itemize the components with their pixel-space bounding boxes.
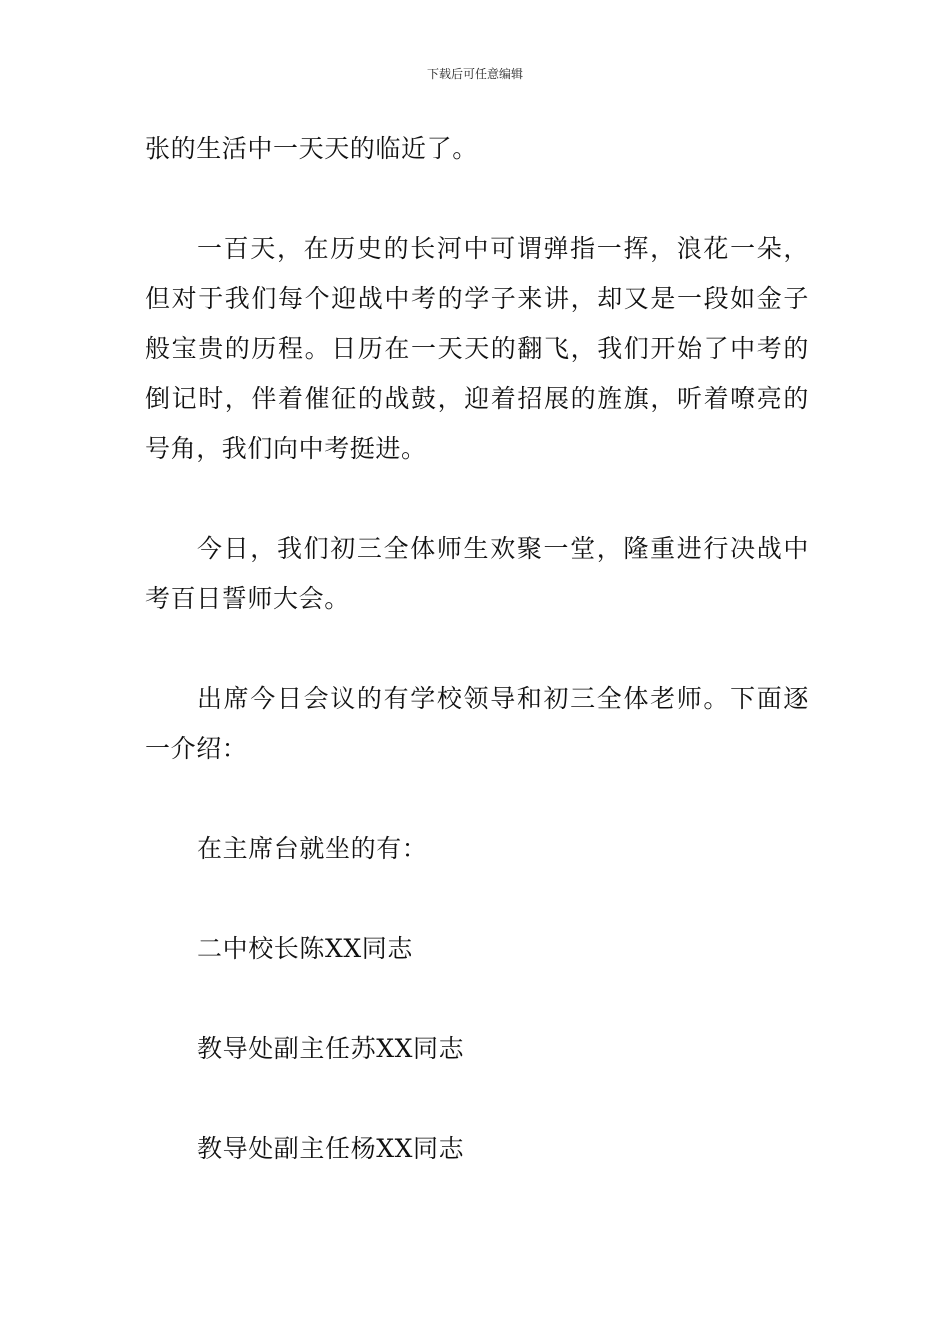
page-header-watermark: 下载后可任意编辑 [426, 67, 523, 81]
paragraph-podium: 在主席台就坐的有： [197, 834, 428, 863]
paragraph-hundred-days: 一百天，在历史的长河中可谓弹指一挥，浪花一朵，但对于我们每个迎战中考的学子来讲，却又是一段如金子般宝贵的历程。日历在一天天的翻飞，我们开始了中考的倒记时，伴着催征的战鼓，迎着招展的旌旗，听着嘹亮的号角，我们向中考挺进。 [145, 234, 809, 463]
attendee-vice-director-yang: 教导处副主任杨XX同志 [197, 1134, 465, 1163]
paragraph-gap [145, 874, 809, 924]
paragraph-gap [145, 474, 809, 524]
attendee-vice-director-su: 教导处副主任苏XX同志 [197, 1034, 465, 1063]
paragraph-gap [145, 174, 809, 224]
paragraph-attendees: 出席今日会议的有学校领导和初三全体老师。下面逐一介绍： [145, 684, 809, 763]
paragraph-gap [145, 974, 809, 1024]
paragraph-assembly: 今日，我们初三全体师生欢聚一堂，隆重进行决战中考百日誓师大会。 [145, 534, 809, 613]
paragraph-gap [145, 1074, 809, 1124]
document-body [145, 124, 809, 1174]
attendee-principal: 二中校长陈XX同志 [197, 934, 413, 963]
paragraph-gap [145, 624, 809, 674]
paragraph-gap [145, 774, 809, 824]
paragraph-continuation: 张的生活中一天天的临近了。 [145, 134, 478, 163]
